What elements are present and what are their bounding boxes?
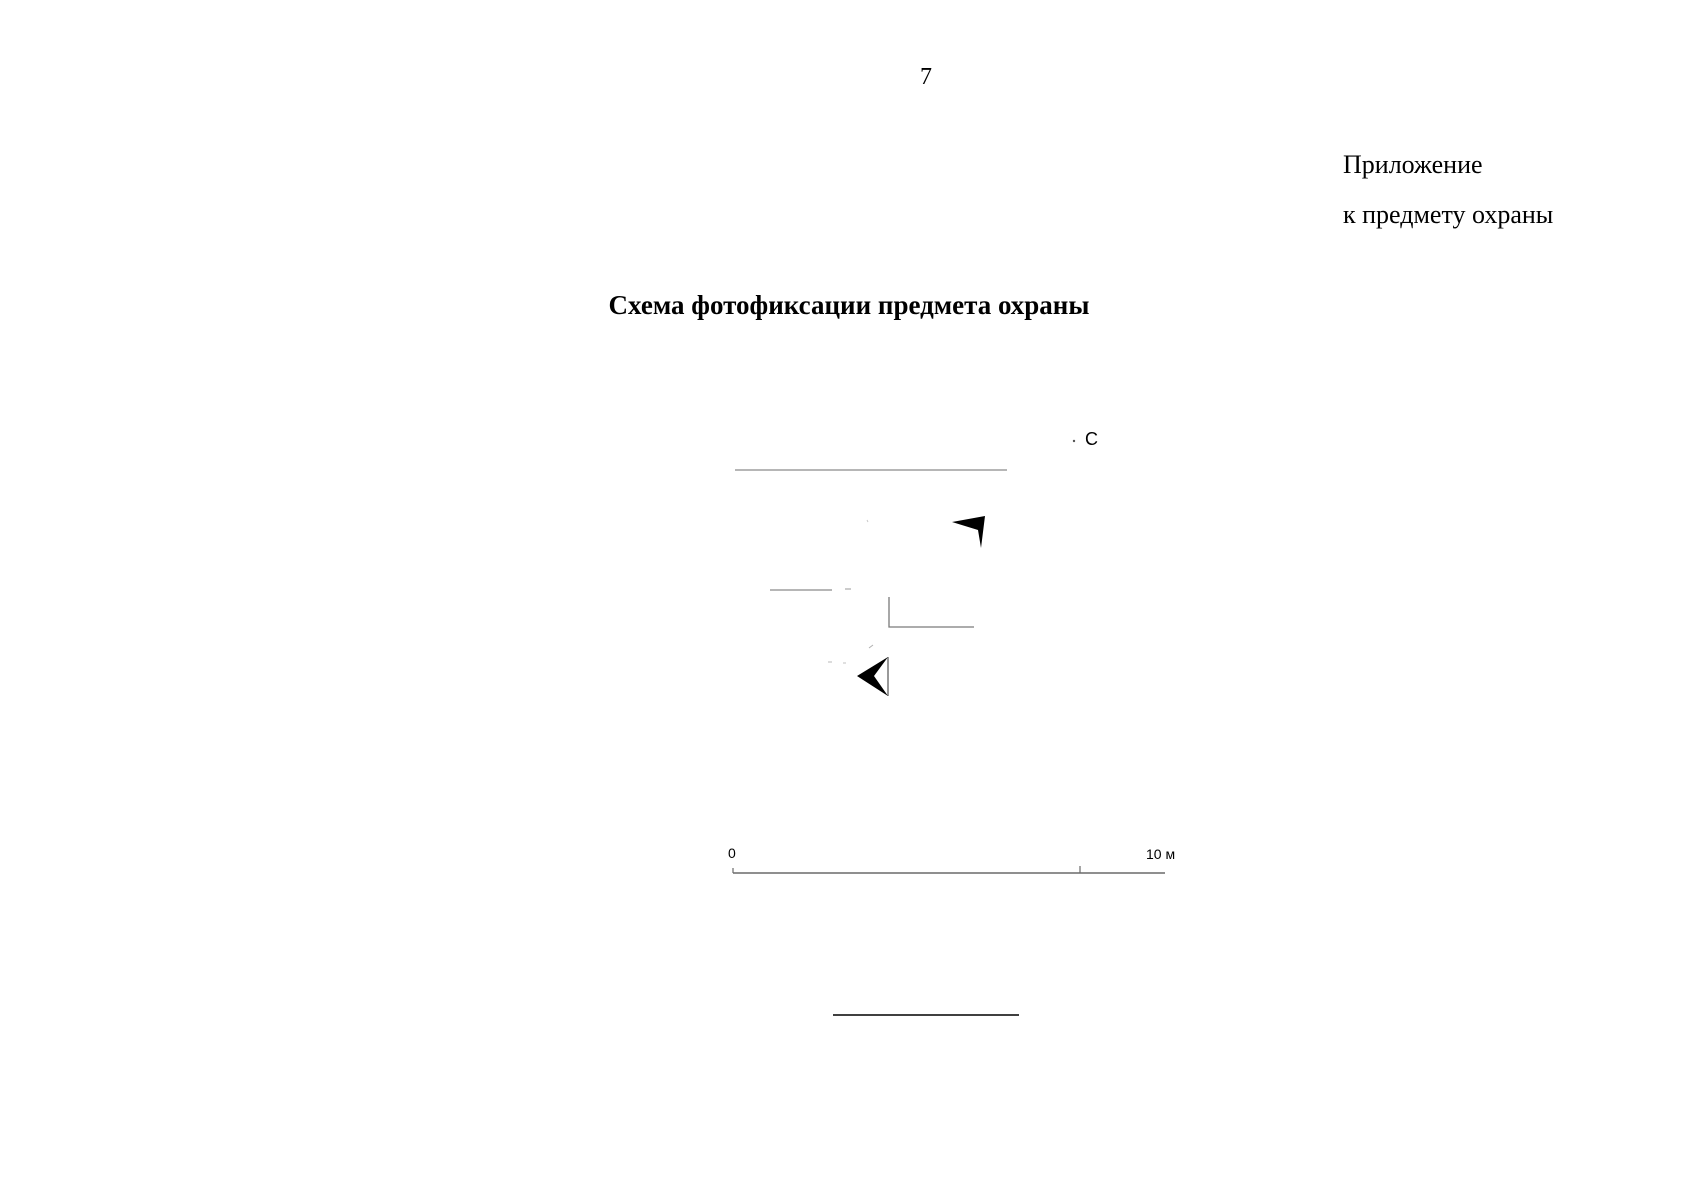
viewpoint-arrow-1-icon [952, 516, 985, 548]
plan-fragment [867, 520, 868, 522]
plan-fragment [869, 645, 873, 648]
scale-start-label: 0 [728, 845, 736, 861]
document-title: Схема фотофиксации предмета охраны [608, 290, 1090, 320]
page-number: 7 [920, 64, 932, 90]
north-dot [1073, 440, 1075, 442]
scale-end-label: 10 м [1146, 846, 1176, 862]
appendix-line-1: Приложение [1343, 150, 1483, 179]
viewpoint-arrow-2-icon [857, 657, 888, 696]
appendix-line-2: к предмету охраны [1343, 200, 1554, 229]
plan-outline-corner [889, 597, 974, 627]
north-label: С [1085, 429, 1098, 449]
